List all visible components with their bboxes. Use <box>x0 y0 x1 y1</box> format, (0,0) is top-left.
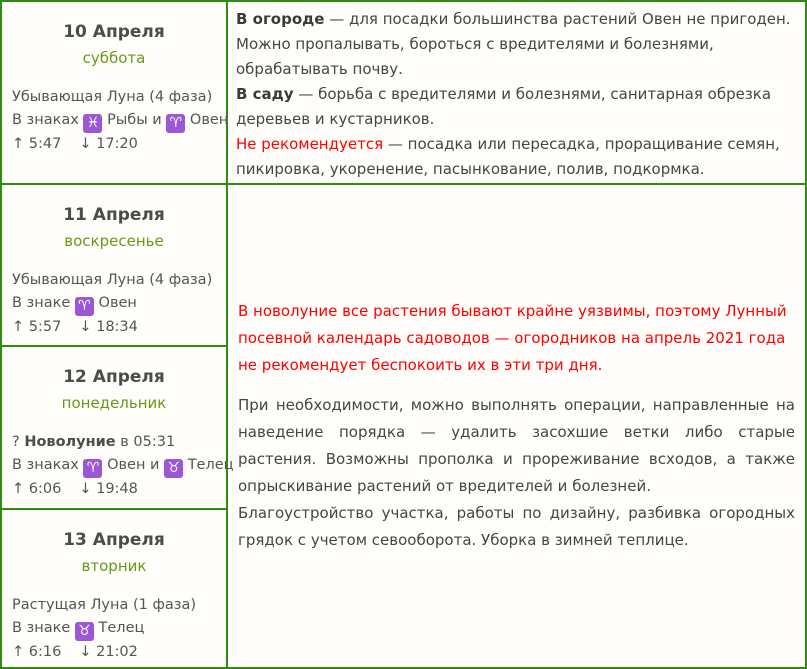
day-weekday: суббота <box>82 49 146 67</box>
moonrise-arrow-icon: ↑ <box>12 644 25 660</box>
text-token: Растущая Луна (1 фаза) <box>12 597 196 613</box>
newmoon-advice-paragraph-1: При необходимости, можно выполнять операции, направленные на наведение порядка — удалить засохшие ветки либо старые растения. Возможны прополка и прореживание всходов, а также опрыскивание растений от вредителей и болезней. <box>238 396 795 495</box>
moonset-time: 18:34 <box>96 319 138 335</box>
day-cell <box>2 510 226 667</box>
newmoon-warning-paragraph: В новолуние все растения бывают крайне уязвимы, поэтому Лунный посевной календарь садоводов — огородников на апрель 2021 года не рекомендует беспокоить их в эти три дня. <box>238 302 787 374</box>
text-token: В знаке <box>12 620 75 636</box>
moon-times-line <box>12 641 220 664</box>
moon-phase-line <box>12 431 220 454</box>
date-column <box>2 2 234 667</box>
moonrise-time: 6:16 <box>28 644 62 660</box>
zodiac-signs-line <box>12 617 220 641</box>
moonset-time: 19:48 <box>96 481 138 497</box>
day-date: 13 Апреля <box>63 530 165 550</box>
moonset-arrow-icon: ↓ <box>79 319 92 335</box>
text-token: Телец <box>93 620 145 636</box>
zodiac-badge-icon: ♈ <box>166 114 185 133</box>
advice-cell-day10 <box>228 2 805 185</box>
advice-column <box>228 2 805 667</box>
day-info-block <box>8 431 234 501</box>
zodiac-badge-icon: ♈ <box>83 459 102 478</box>
moonset-arrow-icon: ↓ <box>79 481 92 497</box>
set-group <box>79 481 138 497</box>
rise-group <box>12 481 61 497</box>
moon-times-line <box>12 133 220 156</box>
day-cell <box>2 347 234 510</box>
moon-times-line <box>12 478 220 501</box>
day-weekday: вторник <box>81 557 147 575</box>
text-token: В знаках <box>12 112 84 128</box>
rise-group <box>12 319 61 335</box>
set-group <box>79 319 138 335</box>
orchard-paragraph <box>236 82 797 132</box>
zodiac-badge-icon: ♓ <box>83 114 102 133</box>
moonset-arrow-icon: ↓ <box>79 136 92 152</box>
moon-phase-line <box>12 269 220 292</box>
garden-label: В огороде <box>236 10 325 28</box>
text-token: В знаках <box>12 457 84 473</box>
rise-group <box>12 644 61 660</box>
text-token: В знаке <box>12 295 75 311</box>
day-date: 12 Апреля <box>63 367 165 387</box>
text-token: Телец <box>183 457 234 473</box>
day-date: 11 Апреля <box>63 205 165 225</box>
text-token: Новолуние <box>24 434 116 450</box>
zodiac-badge-icon: ♉ <box>164 459 183 478</box>
zodiac-signs-line <box>12 292 220 316</box>
day-info-block <box>8 86 229 156</box>
day-info-block <box>8 269 220 339</box>
rise-group <box>12 136 61 152</box>
text-token: Овен и <box>102 457 165 473</box>
day-weekday: воскресенье <box>64 232 164 250</box>
moonset-time: 17:20 <box>96 136 138 152</box>
warning-paragraph <box>236 132 797 182</box>
zodiac-signs-line <box>12 109 229 133</box>
moonrise-arrow-icon: ↑ <box>12 481 25 497</box>
moonrise-time: 5:47 <box>28 136 62 152</box>
warning-text: — посадка или пересадка, проращивание семян, пикировка, укоренение, пасынкование, полив, подкормка. <box>236 135 780 178</box>
text-token: Рыбы и <box>102 112 167 128</box>
text-token: ? <box>12 434 25 450</box>
zodiac-signs-line <box>12 454 234 478</box>
zodiac-badge-icon: ♈ <box>75 297 94 316</box>
day-cell <box>2 185 226 347</box>
day-cell <box>2 2 229 185</box>
set-group <box>79 136 138 152</box>
moon-phase-line <box>12 594 220 617</box>
orchard-label: В саду <box>236 85 294 103</box>
day-weekday: понедельник <box>61 394 167 412</box>
day-date: 10 Апреля <box>63 22 165 42</box>
newmoon-advice-paragraph-2: Благоустройство участка, работы по дизайну, разбивка огородных грядок с учетом севооборота. Уборка в зимней теплице. <box>238 504 795 549</box>
text-token: в 05:31 <box>115 434 176 450</box>
not-recommended-label: Не рекомендуется <box>236 135 384 153</box>
moon-times-line <box>12 316 220 339</box>
text-token: Убывающая Луна (4 фаза) <box>12 272 213 288</box>
set-group <box>79 644 138 660</box>
moonrise-time: 5:57 <box>28 319 62 335</box>
garden-text: — для посадки большинства растений Овен не пригоден. Можно пропалывать, бороться с вредителями и болезнями, обрабатывать почву. <box>236 10 791 78</box>
moonrise-arrow-icon: ↑ <box>12 319 25 335</box>
day-info-block <box>8 594 220 664</box>
text-token: Овен <box>93 295 137 311</box>
garden-paragraph <box>236 7 797 82</box>
zodiac-badge-icon: ♉ <box>75 622 94 641</box>
moon-phase-line <box>12 86 220 109</box>
text-token: Овен <box>185 112 229 128</box>
advice-cell-newmoon <box>228 185 805 667</box>
moonrise-time: 6:06 <box>28 481 62 497</box>
moonset-time: 21:02 <box>96 644 138 660</box>
text-token: Убывающая Луна (4 фаза) <box>12 89 213 105</box>
moonset-arrow-icon: ↓ <box>79 644 92 660</box>
orchard-text: — борьба с вредителями и болезнями, санитарная обрезка деревьев и кустарников. <box>236 85 772 128</box>
moonrise-arrow-icon: ↑ <box>12 136 25 152</box>
